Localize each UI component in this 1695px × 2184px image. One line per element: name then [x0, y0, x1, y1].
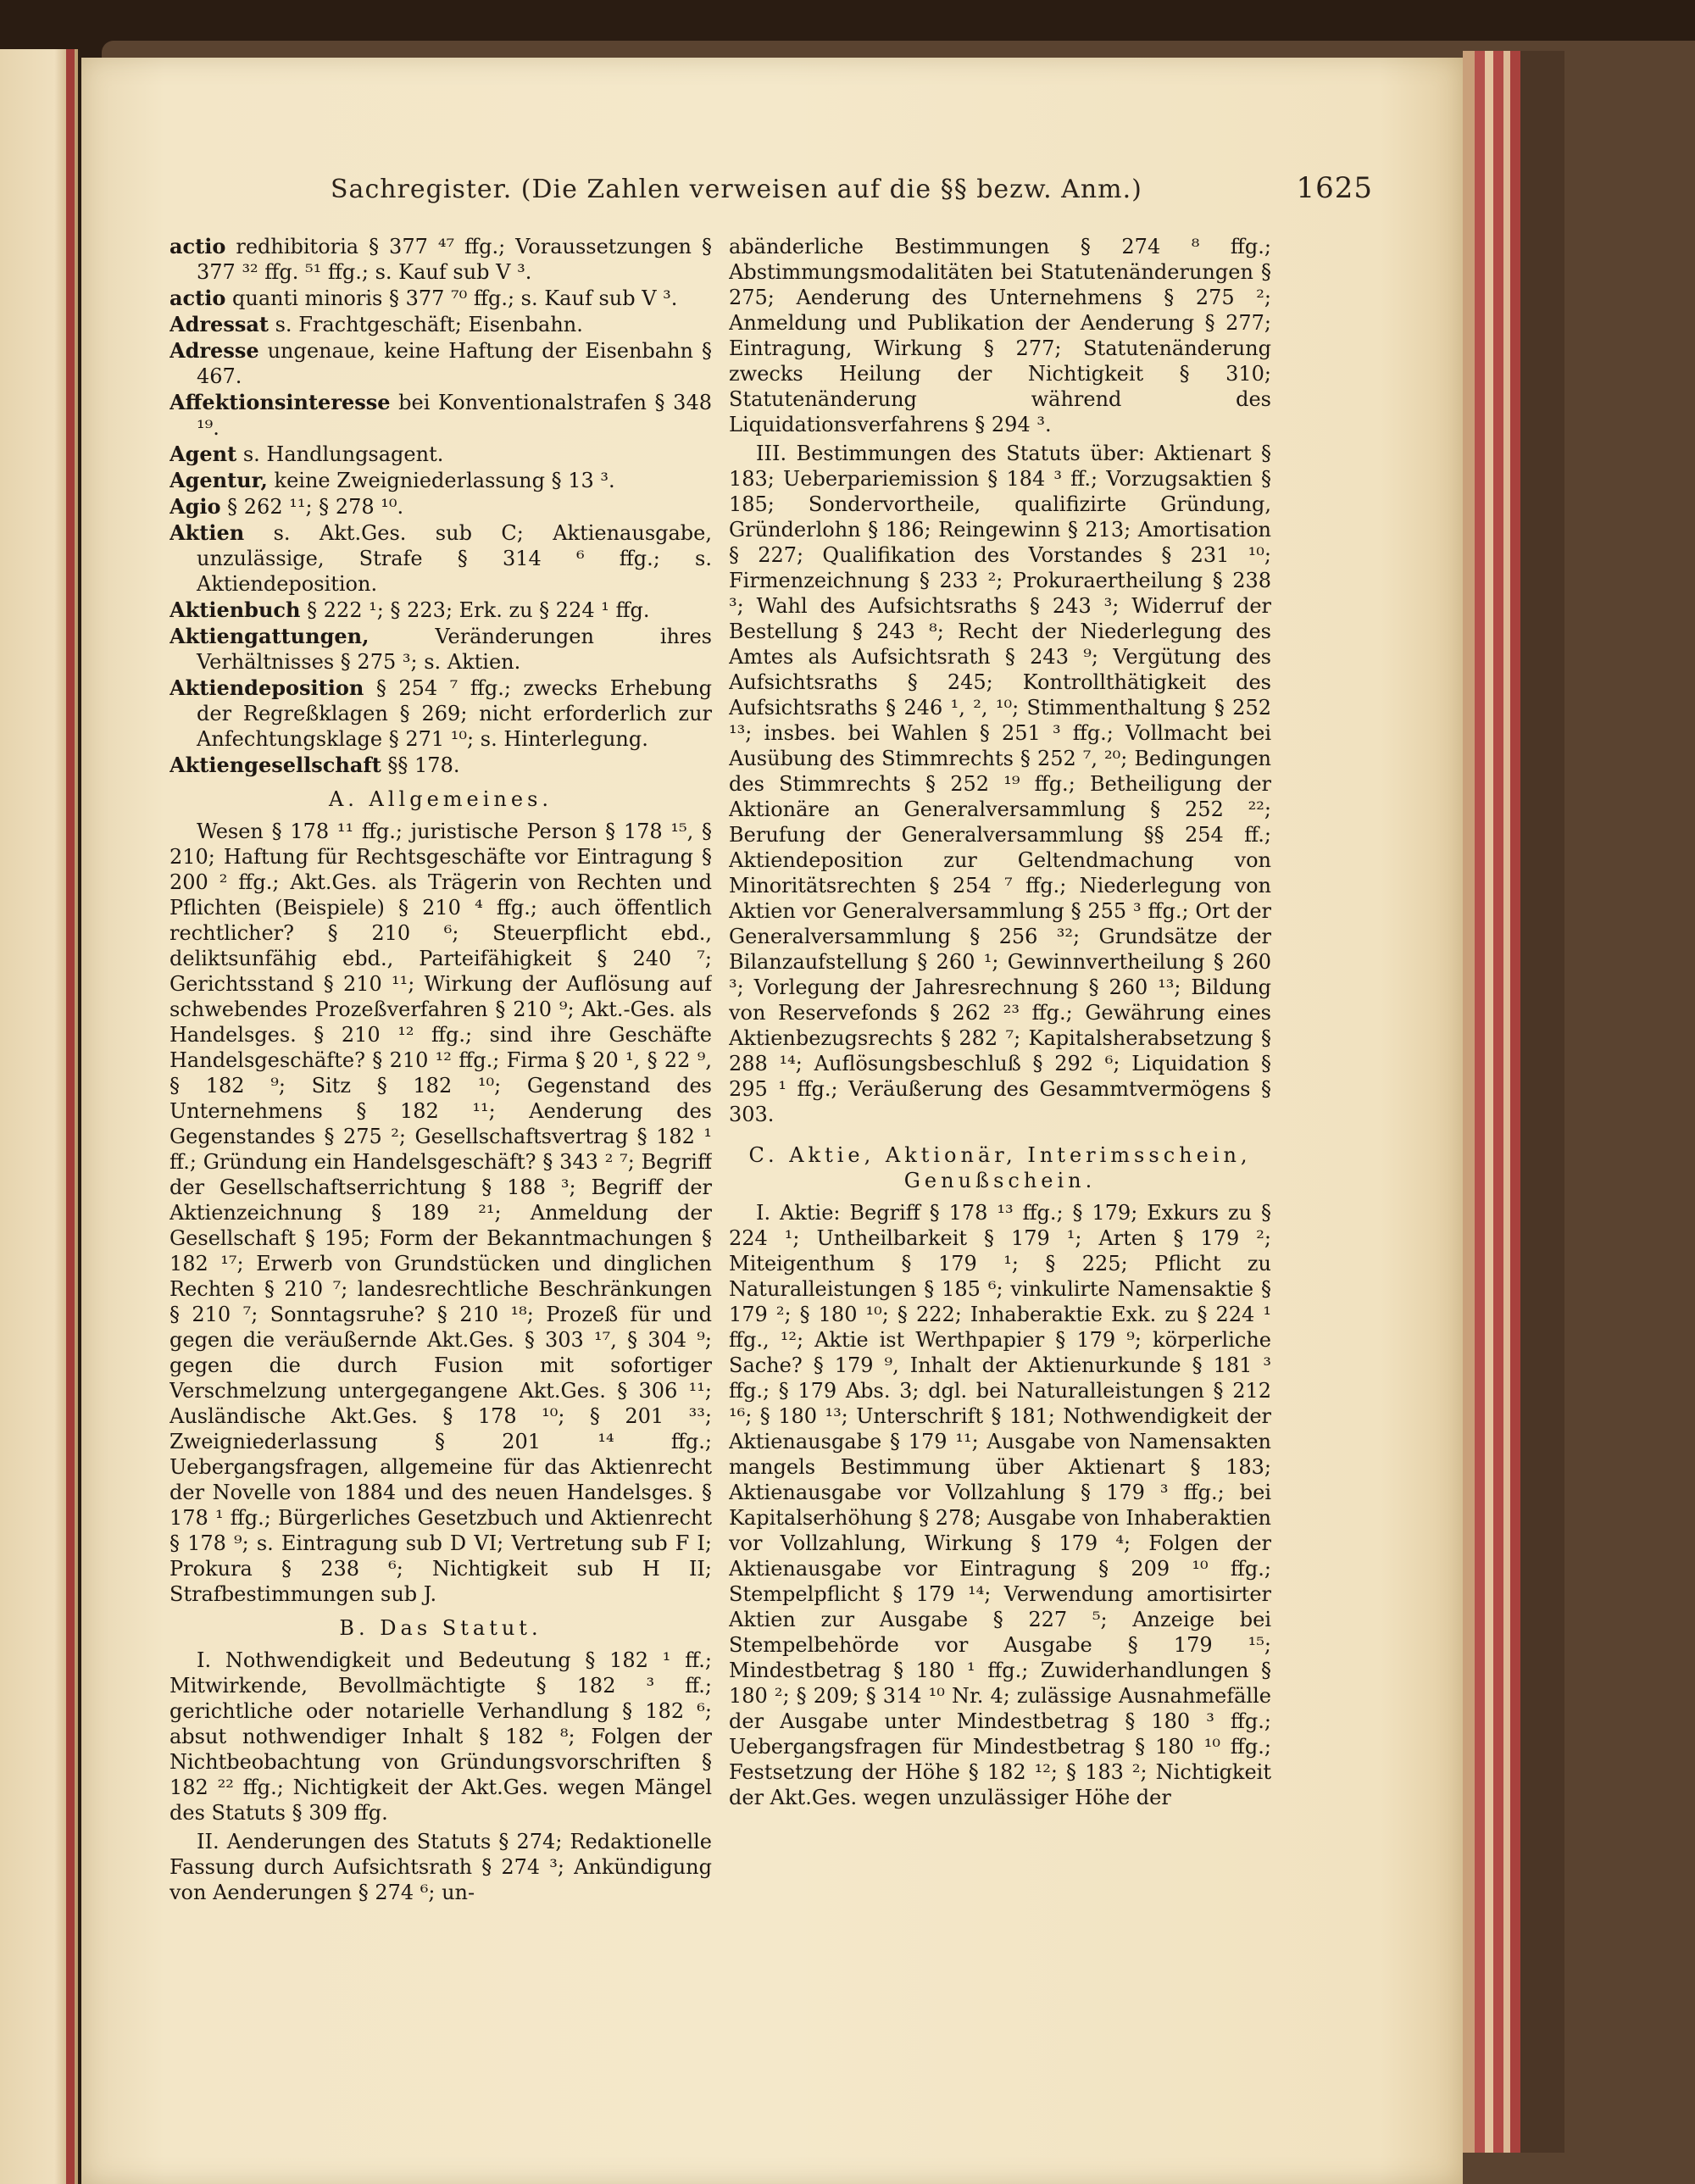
- entry-term: Agio: [170, 494, 221, 519]
- entry-text: bei Konventionalstrafen § 348 ¹⁹.: [197, 391, 712, 440]
- entry-text: § 262 ¹¹; § 278 ¹⁰.: [220, 495, 404, 519]
- index-entry: [170, 338, 712, 389]
- index-entry: [170, 312, 712, 337]
- entry-text: Veränderungen ihres Verhältnisses § 275 ³; s. Aktien.: [197, 625, 712, 674]
- entry-term: Aktienbuch: [170, 597, 301, 622]
- entry-term: Agent: [170, 442, 237, 466]
- entry-term: Aktien: [170, 520, 245, 545]
- entry-term: actio: [170, 234, 226, 258]
- entry-text: §§ 178.: [381, 753, 460, 777]
- right-column: [729, 234, 1271, 1997]
- entry-text: s. Frachtgeschäft; Eisenbahn.: [268, 313, 583, 336]
- section-heading-b: B. Das Statut.: [339, 1616, 542, 1640]
- entry-term: Adressat: [170, 312, 269, 336]
- index-entry: [170, 624, 712, 675]
- entry-text: redhibitoria § 377 ⁴⁷ ffg.; Voraussetzungen § 377 ³² ffg. ⁵¹ ffg.; s. Kauf sub V ³.: [197, 235, 712, 284]
- entry-text: s. Akt.Ges. sub C; Aktienausgabe, unzulässige, Strafe § 314 ⁶ ffg.; s. Aktiendeposition.: [197, 521, 712, 596]
- index-entry: [170, 390, 712, 441]
- entry-term: Agentur,: [170, 468, 268, 492]
- index-entry: [170, 753, 712, 778]
- index-entry: [170, 234, 712, 285]
- index-entry: [170, 597, 712, 623]
- facing-page-red-edge: [66, 49, 75, 2184]
- entry-text: ungenaue, keine Haftung der Eisenbahn § 467.: [197, 339, 712, 388]
- section-b-paragraph-ii-continued: abänderliche Bestimmungen § 274 ⁸ ffg.; Abstimmungsmodalitäten bei Statutenänderungen § 275; Aenderung des Unternehmens § 275 ²; Anmeldung und Publikation der Aenderung § 277; Eintragung, Wirkung § 277; Statutenänderung zwecks Heilung der Nichtigkeit § 310; Statutenänderung während des Liquidationsverfahrens § 294 ³.: [729, 235, 1271, 436]
- entry-text: keine Zweigniederlassung § 13 ³.: [267, 469, 615, 492]
- left-column: [170, 234, 712, 1997]
- entry-text: § 254 ⁷ ffg.; zwecks Erhebung der Regreßklagen § 269; nicht erforderlich zur Anfechtungsklage § 271 ¹⁰; s. Hinterlegung.: [197, 676, 712, 751]
- entry-term: Adresse: [170, 338, 259, 363]
- entry-term: Aktiendeposition: [170, 675, 364, 700]
- section-b-paragraph-iii: III. Bestimmungen des Statuts über: Aktienart § 183; Ueberpariemission § 184 ³ ff.; Vorzugsaktien § 185; Sondervortheile, qualifizirte Gründung, Gründerlohn § 186; Reingewinn § 213; Amortisation § 227; Qualifikation des Vorstandes § 231 ¹⁰; Firmenzeichnung § 233 ²; Prokuraertheilung § 238 ³; Wahl des Aufsichtsraths § 243 ³; Widerruf der Bestellung § 243 ⁸; Recht der Niederlegung des Amtes als Aufsichtsrath § 243 ⁹; Vergütung des Aufsichtsraths § 245; Kontrollthätigkeit des Aufsichtsraths § 246 ¹, ², ¹⁰; Stimmenthaltung § 252 ¹³; insbes. bei Wahlen § 251 ³ ffg.; Vollmacht bei Ausübung des Stimmrechts § 252 ⁷, ²⁰; Bedingungen des Stimmrechts § 252 ¹⁹ ffg.; Betheiligung der Aktionäre an Generalversammlung § 252 ²²; Berufung der Generalversammlung §§ 254 ff.; Aktiendeposition zur Geltendmachung von Minoritätsrechten § 254 ⁷ ffg.; Niederlegung von Aktien vor Generalversammlung § 255 ³ ffg.; Ort der Generalversammlung § 256 ³²; Grundsätze der Bilanzaufstellung § 260 ¹; Gewinnvertheilung § 260 ³; Vorlegung der Jahresrechnung § 260 ¹³; Bildung von Reservefonds § 262 ²³ ffg.; Gewährung eines Aktienbezugsrechts § 282 ⁷; Kapitalsherabsetzung § 288 ¹⁴; Auflösungsbeschluß § 292 ⁶; Liquidation § 295 ¹ ffg.; Veräußerung des Gesammtvermögens § 303.: [729, 442, 1271, 1126]
- index-entry: [170, 520, 712, 597]
- section-b-paragraph-i: I. Nothwendigkeit und Bedeutung § 182 ¹ ff.; Mitwirkende, Bevollmächtigte § 182 ³ ff.; gerichtliche oder notarielle Verhandlung § 182 ⁶; absut nothwendiger Inhalt § 182 ⁸; Folgen der Nichtbeobachtung von Gründungsvorschriften § 182 ²² ffg.; Nichtigkeit der Akt.Ges. wegen Mängel des Statuts § 309 ffg.: [170, 1648, 712, 1825]
- index-entry: [170, 675, 712, 752]
- running-header: [331, 168, 1373, 214]
- section-heading-c: C. Aktie, Aktionär, Interimsschein, Genußschein.: [748, 1143, 1252, 1192]
- entry-term: Affektionsinteresse: [170, 390, 391, 414]
- index-entry: [170, 286, 712, 311]
- page-stack-edges: [1463, 51, 1564, 2153]
- entry-term: Aktiengattungen,: [170, 624, 370, 648]
- entry-text: quanti minoris § 377 ⁷⁰ ffg.; s. Kauf sub V ³.: [225, 286, 678, 310]
- index-entry: [170, 442, 712, 467]
- entry-text: § 222 ¹; § 223; Erk. zu § 224 ¹ ffg.: [300, 598, 650, 622]
- index-entry: [170, 494, 712, 520]
- entry-text: s. Handlungsagent.: [236, 442, 444, 466]
- section-a-text: Wesen § 178 ¹¹ ffg.; juristische Person § 178 ¹⁵, § 210; Haftung für Rechtsgeschäfte vor Eintragung § 200 ² ffg.; Akt.Ges. als Trägerin von Rechten und Pflichten (Beispiele) § 210 ⁴ ffg.; auch öffentlich rechtlicher? § 210 ⁶; Steuerpflicht ebd., deliktsunfähig ebd., Parteifähigkeit § 240 ⁷; Gerichtsstand § 210 ¹¹; Wirkung der Auflösung auf schwebendes Prozeßverfahren § 210 ⁹; Akt.-Ges. als Handelsges. § 210 ¹² ffg.; sind ihre Geschäfte Handelsgeschäfte? § 210 ¹² ffg.; Firma § 20 ¹, § 22 ⁹, § 182 ⁹; Sitz § 182 ¹⁰; Gegenstand des Unternehmens § 182 ¹¹; Aenderung des Gegenstandes § 275 ²; Gesellschaftsvertrag § 182 ¹ ff.; Gründung ein Handelsgeschäft? § 343 ² ⁷; Begriff der Gesellschaftserrichtung § 188 ³; Begriff der Aktienzeichnung § 189 ²¹; Anmeldung der Gesellschaft § 195; Form der Bekanntmachungen § 182 ¹⁷; Erwerb von Grundstücken und dinglichen Rechten § 210 ⁷; landesrechtliche Beschränkungen § 210 ⁷; Sonntagsruhe? § 210 ¹⁸; Prozeß für und gegen die veräußernde Akt.Ges. § 303 ¹⁷, § 304 ⁹; gegen die durch Fusion mit sofortiger Verschmelzung untergegangene Akt.Ges. § 306 ¹¹; Ausländische Akt.Ges. § 178 ¹⁰; § 201 ³³; Zweigniederlassung § 201 ¹⁴ ffg.; Uebergangsfragen, allgemeine für das Aktienrecht der Novelle von 1884 und des neuen Handelsges. § 178 ¹ ffg.; Bürgerliches Gesetzbuch und Aktienrecht § 178 ⁹; s. Eintragung sub D VI; Vertretung sub F I; Prokura § 238 ⁶; Nichtigkeit sub H II; Strafbestimmungen sub J.: [170, 820, 712, 1606]
- section-c-paragraph-i: I. Aktie: Begriff § 178 ¹³ ffg.; § 179; Exkurs zu § 224 ¹; Untheilbarkeit § 179 ¹; Arten § 179 ²; Miteigenthum § 179 ¹; § 225; Pflicht zu Naturalleistungen § 185 ⁶; vinkulirte Namensaktie § 179 ²; § 180 ¹⁰; § 222; Inhaberaktie Exk. zu § 224 ¹ ffg., ¹²; Aktie ist Werthpapier § 179 ⁹; körperliche Sache? § 179 ⁹, Inhalt der Aktienurkunde § 181 ³ ffg.; § 179 Abs. 3; dgl. bei Naturalleistungen § 212 ¹⁶; § 180 ¹³; Unterschrift § 181; Nothwendigkeit der Aktienausgabe § 179 ¹¹; Ausgabe von Namensakten mangels Bestimmung über Aktienart § 183; Aktienausgabe vor Vollzahlung § 179 ³ ffg.; bei Kapitalserhöhung § 278; Ausgabe von Inhaberaktien vor Vollzahlung, Wirkung § 179 ⁴; Folgen der Aktienausgabe vor Eintragung § 209 ¹⁰ ffg.; Stempelpflicht § 179 ¹⁴; Verwendung amortisirter Aktien zur Ausgabe § 227 ⁵; Anzeige bei Stempelbehörde vor Ausgabe § 179 ¹⁵; Mindestbetrag § 180 ¹ ffg.; Zuwiderhandlungen § 180 ²; § 209; § 314 ¹⁰ Nr. 4; zulässige Ausnahmefälle der Ausgabe unter Mindestbetrag § 180 ³ ffg.; Uebergangsfragen für Mindestbetrag § 180 ¹⁰ ffg.; Festsetzung der Höhe § 182 ¹²; § 183 ²; Nichtigkeit der Akt.Ges. wegen unzulässiger Höhe der: [729, 1201, 1271, 1809]
- entry-term: Aktiengesellschaft: [170, 753, 381, 777]
- page-number: 1625: [1296, 171, 1373, 205]
- index-entry: [170, 468, 712, 493]
- section-heading-a: A. Allgemeines.: [328, 787, 553, 811]
- section-b-paragraph-ii: II. Aenderungen des Statuts § 274; Redaktionelle Fassung durch Aufsichtsrath § 274 ³; Ankündigung von Aenderungen § 274 ⁶; un-: [170, 1830, 712, 1904]
- header-title: Sachregister. (Die Zahlen verweisen auf die §§ bezw. Anm.): [331, 175, 1142, 204]
- entry-term: actio: [170, 286, 226, 310]
